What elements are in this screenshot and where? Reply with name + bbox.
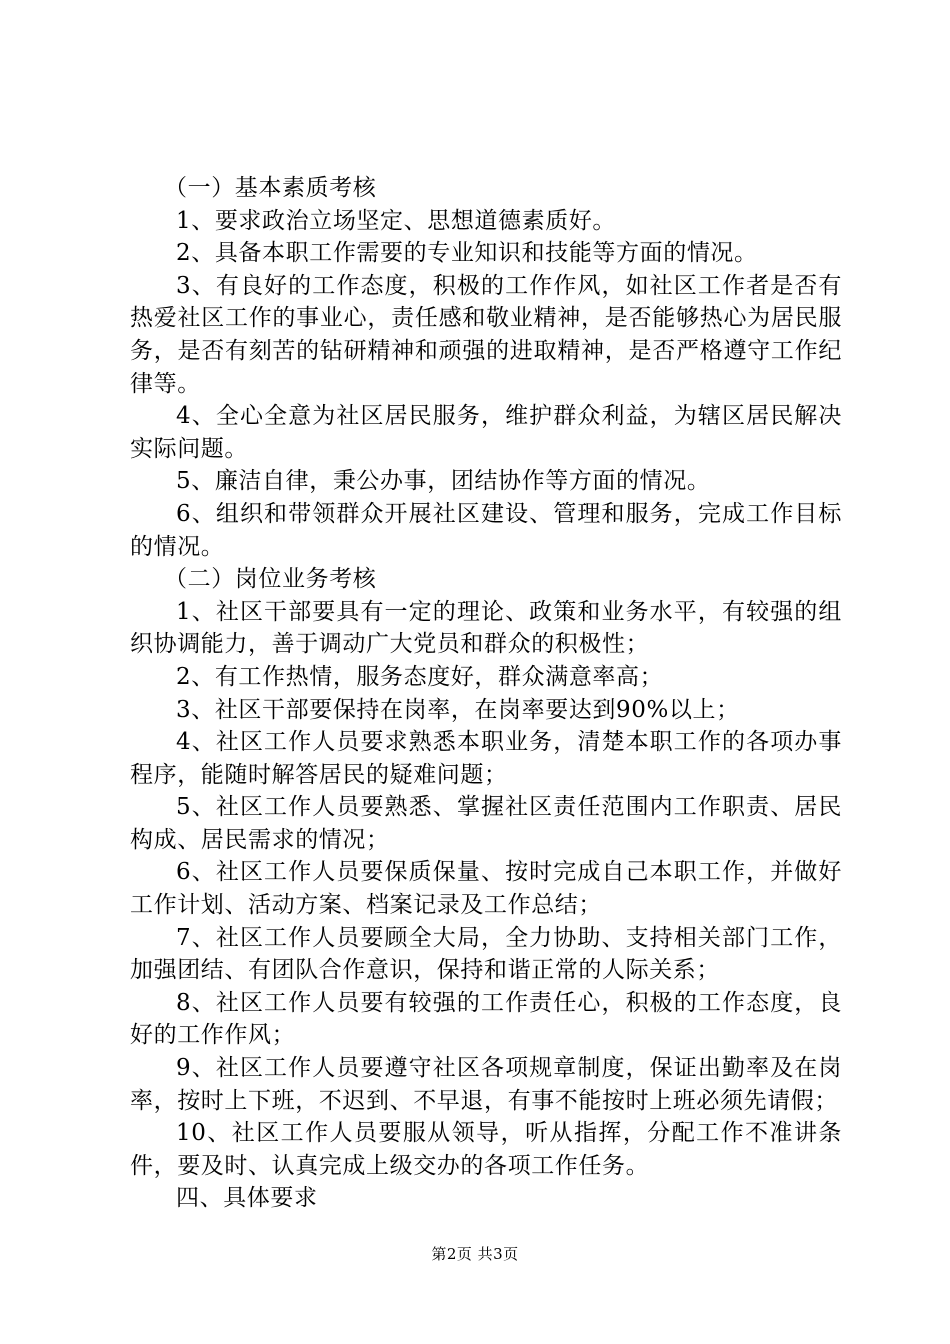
paragraph: 5、社区工作人员要熟悉、掌握社区责任范围内工作职责、居民构成、居民需求的情况； <box>130 794 842 853</box>
page-footer: 第2页 共3页 <box>431 1245 519 1263</box>
paragraph: 10、社区工作人员要服从领导，听从指挥，分配工作不准讲条件，要及时、认真完成上级交办的各项工作任务。 <box>130 1120 842 1179</box>
paragraph: 7、社区工作人员要顾全大局，全力协助、支持相关部门工作，加强团结、有团队合作意识，保持和谐正常的人际关系； <box>130 924 842 984</box>
paragraph: 9、社区工作人员要遵守社区各项规章制度，保证出勤率及在岗率，按时上下班，不迟到、不早退，有事不能按时上班必须先请假； <box>130 1055 842 1114</box>
paragraph: 1、社区干部要具有一定的理论、政策和业务水平，有较强的组织协调能力，善于调动广大党员和群众的积极性； <box>130 598 842 658</box>
paragraph: 6、组织和带领群众开展社区建设、管理和服务，完成工作目标的情况。 <box>130 500 842 560</box>
paragraph: 2、有工作热情，服务态度好，群众满意率高； <box>176 663 664 690</box>
paragraph: 8、社区工作人员要有较强的工作责任心，积极的工作态度，良好的工作作风； <box>130 989 842 1049</box>
paragraph: 1、要求政治立场坚定、思想道德素质好。 <box>176 207 617 234</box>
paragraph: 4、社区工作人员要求熟悉本职业务，清楚本职工作的各项办事程序，能随时解答居民的疑难问题； <box>130 729 842 788</box>
section-heading-basic-quality: （一）基本素质考核 <box>164 175 377 201</box>
paragraph: 5、廉洁自律，秉公办事，团结协作等方面的情况。 <box>176 468 711 495</box>
paragraph: 4、全心全意为社区居民服务，维护群众利益，为辖区居民解决实际问题。 <box>130 403 842 462</box>
document-body <box>130 172 842 1215</box>
paragraph: 6、社区工作人员要保质保量、按时完成自己本职工作，并做好工作计划、活动方案、档案记录及工作总结； <box>130 859 842 919</box>
paragraph: 3、社区干部要保持在岗率，在岗率要达到90%以上； <box>176 696 740 723</box>
section-heading-specific-requirements: 四、具体要求 <box>176 1185 318 1212</box>
paragraph: 3、有良好的工作态度，积极的工作作风，如社区工作者是否有热爱社区工作的事业心，责任感和敬业精神，是否能够热心为居民服务，是否有刻苦的钻研精神和顽强的进取精神，是否严格遵守工作纪律等。 <box>130 272 842 397</box>
section-heading-job-assessment: （二）岗位业务考核 <box>164 566 377 593</box>
paragraph: 2、具备本职工作需要的专业知识和技能等方面的情况。 <box>176 240 758 267</box>
